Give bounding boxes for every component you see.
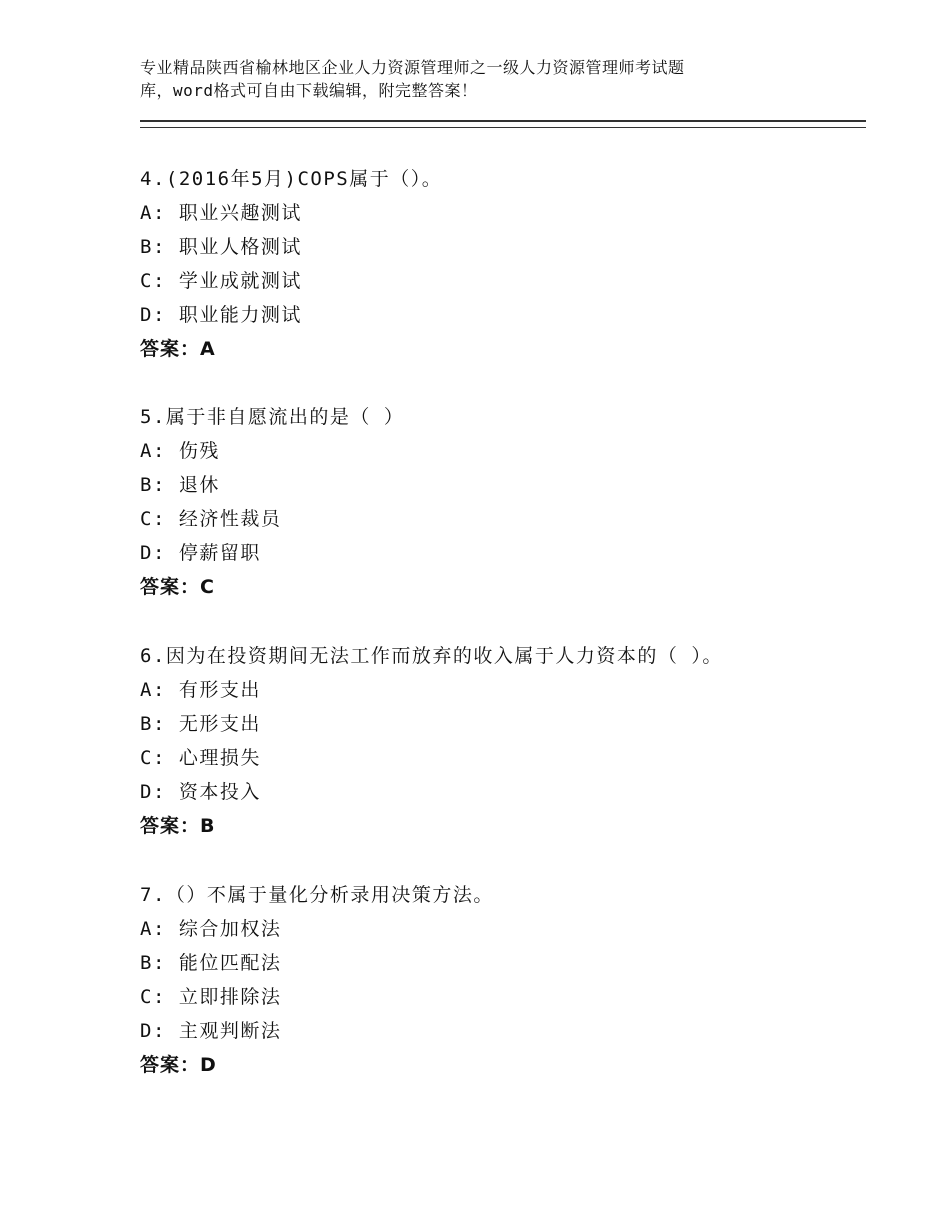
option-b: B: 能位匹配法 bbox=[140, 952, 282, 974]
option-a: A: 综合加权法 bbox=[140, 918, 282, 940]
question-stem: 7.（）不属于量化分析录用决策方法。 bbox=[140, 884, 494, 906]
answer-label: 答案：A bbox=[140, 338, 216, 360]
option-c: C: 学业成就测试 bbox=[140, 270, 302, 292]
question-stem: 5.属于非自愿流出的是（ ） bbox=[140, 406, 405, 428]
option-c: C: 经济性裁员 bbox=[140, 508, 282, 530]
answer-label: 答案：B bbox=[140, 815, 216, 837]
option-a: A: 伤残 bbox=[140, 440, 220, 462]
header-divider bbox=[140, 120, 866, 128]
option-a: A: 有形支出 bbox=[140, 679, 261, 701]
option-b: B: 退休 bbox=[140, 474, 220, 496]
question-stem: 4.(2016年5月)COPS属于（）。 bbox=[140, 168, 443, 190]
option-d: D: 职业能力测试 bbox=[140, 304, 302, 326]
question-block-7 bbox=[140, 878, 860, 1082]
option-d: D: 停薪留职 bbox=[140, 542, 261, 564]
option-b: B: 职业人格测试 bbox=[140, 236, 302, 258]
question-block-4 bbox=[140, 162, 860, 366]
option-c: C: 心理损失 bbox=[140, 747, 261, 769]
header-title-line-2: 库，word格式可自由下载编辑，附完整答案！ bbox=[140, 81, 478, 100]
question-block-5 bbox=[140, 400, 860, 604]
document-header bbox=[140, 56, 780, 102]
option-c: C: 立即排除法 bbox=[140, 986, 282, 1008]
answer-label: 答案：D bbox=[140, 1054, 217, 1076]
question-block-6 bbox=[140, 639, 860, 843]
option-d: D: 主观判断法 bbox=[140, 1020, 282, 1042]
option-a: A: 职业兴趣测试 bbox=[140, 202, 302, 224]
option-b: B: 无形支出 bbox=[140, 713, 261, 735]
question-stem: 6.因为在投资期间无法工作而放弃的收入属于人力资本的（ ）。 bbox=[140, 645, 723, 667]
option-d: D: 资本投入 bbox=[140, 781, 261, 803]
answer-label: 答案：C bbox=[140, 576, 215, 598]
header-title-line-1: 专业精品陕西省榆林地区企业人力资源管理师之一级人力资源管理师考试题 bbox=[140, 58, 685, 77]
